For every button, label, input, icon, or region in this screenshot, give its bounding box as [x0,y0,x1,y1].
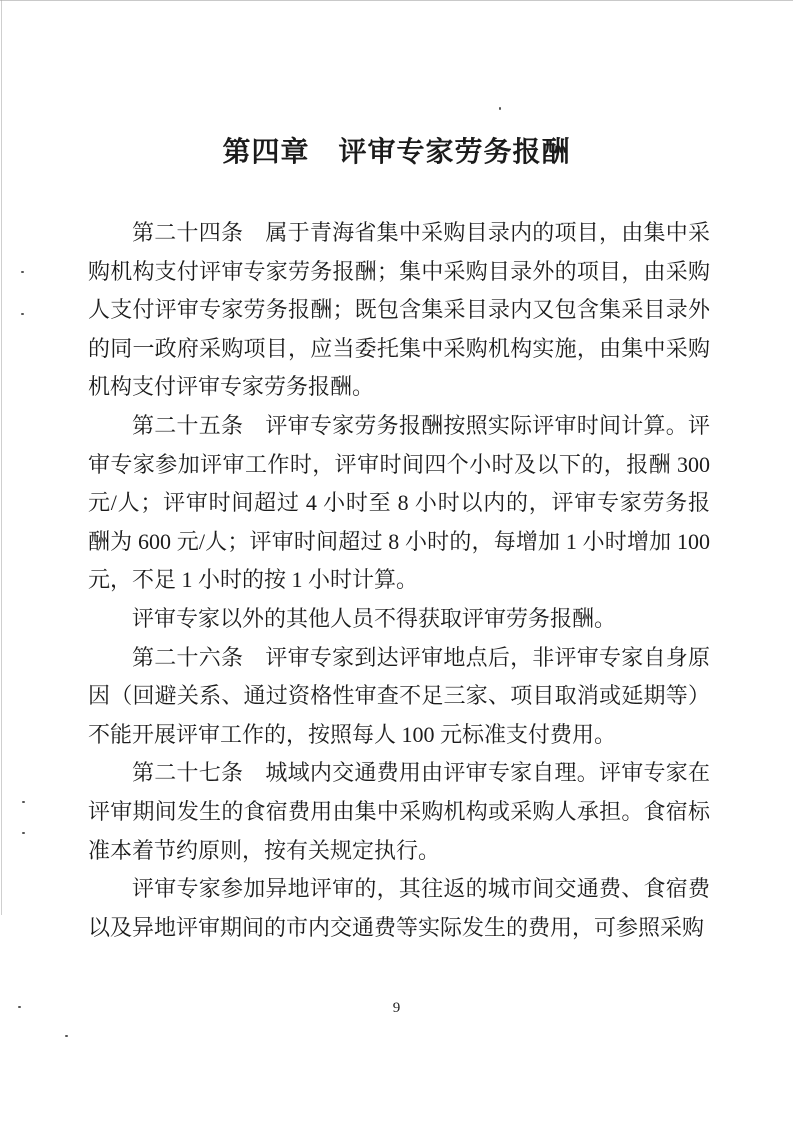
paragraph-article-25-note: 评审专家以外的其他人员不得获取评审劳务报酬。 [132,605,617,631]
scan-speck [499,107,501,110]
scan-speck [22,832,25,834]
scan-edge-top-line [0,0,793,1]
scan-speck [21,313,24,315]
chapter-title: 第四章 评审专家劳务报酬 [222,137,571,168]
page-number: 9 [392,1000,401,1016]
scan-speck [65,1035,68,1037]
paragraph-article-27: 第二十七条 城域内交通费用由评审专家自理。评审专家在评审期间发生的食宿费用由集中采购机构或采购人承担。食宿标准本着节约原则，按有关规定执行。 [88,760,710,863]
scan-speck [22,801,25,803]
paragraph-article-27-cont: 评审专家参加异地评审的，其往返的城市间交通费、食宿费以及异地评审期间的市内交通费等实际发生的费用，可参照采购 [88,876,710,940]
document-body [88,214,710,947]
paragraph-article-25: 第二十五条 评审专家劳务报酬按照实际评审时间计算。评审专家参加评审工作时，评审时间四个小时及以下的，报酬 300 元/人；评审时间超过 4 小时至 8 小时以内的，评审专家劳务报酬为 600 元/人；评审时间超过 8 小时的，每增加 1 小时增加 100 元，不足 1 小时的按 1 小时计算。 [88,412,710,593]
paragraph-article-26: 第二十六条 评审专家到达评审地点后，非评审专家自身原因（回避关系、通过资格性审查不足三家、项目取消或延期等）不能开展评审工作的，按照每人 100 元标准支付费用。 [88,644,710,747]
scan-speck [18,1006,21,1008]
paragraph-article-24: 第二十四条 属于青海省集中采购目录内的项目，由集中采购机构支付评审专家劳务报酬；集中采购目录外的项目，由采购人支付评审专家劳务报酬；既包含集采目录内又包含集采目录外的同一政府采购项目，应当委托集中采购机构实施，由集中采购机构支付评审专家劳务报酬。 [88,220,710,400]
scan-speck [21,271,24,273]
